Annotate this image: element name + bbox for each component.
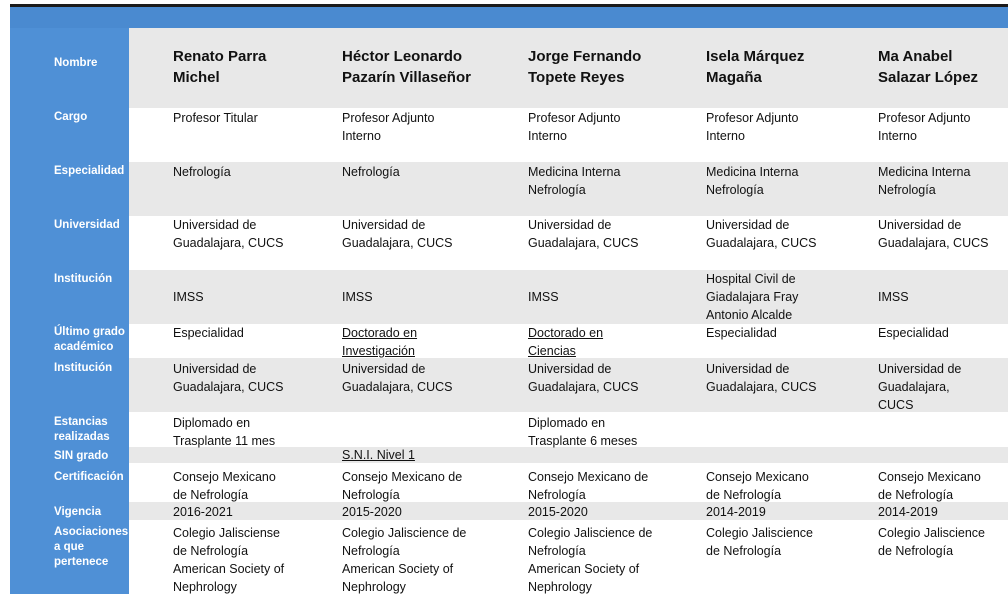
person-4-asociaciones: Colegio Jaliscience de Nefrología — [706, 526, 814, 558]
person-2-vigencia: 2015-2020 — [342, 505, 402, 519]
person-3-institucion: IMSS — [528, 290, 559, 304]
person-2-institucion-grado: Universidad de Guadalajara, CUCS — [342, 362, 453, 394]
label-vigencia: Vigencia — [54, 506, 102, 518]
person-1-nombre: Renato Parra Michel — [173, 48, 267, 86]
person-4-ultimo-grado: Especialidad — [706, 326, 777, 340]
person-3-nombre: Jorge Fernando Topete Reyes — [528, 48, 642, 86]
person-5-especialidad: Medicina Interna Nefrología — [878, 165, 971, 197]
person-1-especialidad: Nefrología — [173, 165, 231, 179]
person-2-sni: S.N.I. Nivel 1 — [342, 448, 415, 462]
person-4-institucion: Hospital Civil de Giadalajara Fray Antonio Alcalde — [706, 272, 799, 322]
person-2-especialidad: Nefrología — [342, 165, 400, 179]
person-1-estancias: Diplomado en Trasplante 11 mes — [173, 416, 276, 448]
label-institucion: Institución — [54, 273, 113, 285]
faculty-table — [129, 28, 1008, 594]
person-1-cargo: Profesor Titular — [173, 111, 258, 125]
person-1-institucion-grado: Universidad de Guadalajara, CUCS — [173, 362, 284, 394]
person-1-ultimo-grado: Especialidad — [173, 326, 244, 340]
person-4-cargo: Profesor Adjunto Interno — [706, 111, 799, 143]
person-5-universidad: Universidad de Guadalajara, CUCS — [878, 218, 989, 250]
person-2-nombre: Héctor Leonardo Pazarín Villaseñor — [342, 48, 471, 86]
person-5-cargo: Profesor Adjunto Interno — [878, 111, 971, 143]
person-5-certificacion: Consejo Mexicano de Nefrología — [878, 470, 981, 502]
label-sin-grado: SIN grado — [54, 450, 109, 462]
person-4-especialidad: Medicina Interna Nefrología — [706, 165, 799, 197]
person-2-asociaciones: Colegio Jaliscience de Nefrología American Society of Nephrology — [342, 526, 467, 594]
top-header-bar — [10, 4, 1008, 28]
person-5-asociaciones: Colegio Jaliscience de Nefrología — [878, 526, 986, 558]
person-5-vigencia: 2014-2019 — [878, 505, 938, 519]
person-4-universidad: Universidad de Guadalajara, CUCS — [706, 218, 817, 250]
label-institucion-grado: Institución — [54, 362, 113, 374]
person-4-vigencia: 2014-2019 — [706, 505, 766, 519]
person-2-ultimo-grado: Doctorado en Investigación — [342, 326, 418, 358]
person-3-ultimo-grado: Doctorado en Ciencias — [528, 326, 604, 358]
person-1-institucion: IMSS — [173, 290, 204, 304]
person-4-institucion-grado: Universidad de Guadalajara, CUCS — [706, 362, 817, 394]
label-nombre: Nombre — [54, 57, 98, 69]
label-certificacion: Certificación — [54, 471, 124, 483]
label-ultimo-grado: Último grado académico — [54, 326, 125, 353]
label-cargo: Cargo — [54, 111, 88, 123]
person-2-certificacion: Consejo Mexicano de Nefrología — [342, 470, 463, 502]
person-4-certificacion: Consejo Mexicano de Nefrología — [706, 470, 809, 502]
person-2-universidad: Universidad de Guadalajara, CUCS — [342, 218, 453, 250]
label-especialidad: Especialidad — [54, 165, 125, 177]
person-2-institucion: IMSS — [342, 290, 373, 304]
person-3-estancias: Diplomado en Trasplante 6 meses — [528, 416, 638, 448]
row-label-sidebar — [10, 28, 129, 594]
person-3-especialidad: Medicina Interna Nefrología — [528, 165, 621, 197]
label-estancias: Estancias realizadas — [54, 416, 110, 443]
person-5-institucion-grado: Universidad de Guadalajara, CUCS — [878, 362, 962, 412]
person-3-universidad: Universidad de Guadalajara, CUCS — [528, 218, 639, 250]
person-1-universidad: Universidad de Guadalajara, CUCS — [173, 218, 284, 250]
person-3-certificacion: Consejo Mexicano de Nefrología — [528, 470, 649, 502]
person-5-nombre: Ma Anabel Salazar López — [878, 48, 979, 86]
person-5-ultimo-grado: Especialidad — [878, 326, 949, 340]
person-3-asociaciones: Colegio Jaliscience de Nefrología American Society of Nephrology — [528, 526, 653, 594]
person-3-cargo: Profesor Adjunto Interno — [528, 111, 621, 143]
person-1-vigencia: 2016-2021 — [173, 505, 233, 519]
person-3-vigencia: 2015-2020 — [528, 505, 588, 519]
person-1-certificacion: Consejo Mexicano de Nefrología — [173, 470, 276, 502]
label-asociaciones: Asociaciones a que pertenece — [54, 526, 129, 568]
person-3-institucion-grado: Universidad de Guadalajara, CUCS — [528, 362, 639, 394]
person-5-institucion: IMSS — [878, 290, 909, 304]
label-universidad: Universidad — [54, 219, 120, 231]
person-1-asociaciones: Colegio Jalisciense de Nefrología American Society of Nephrology — [173, 526, 285, 594]
person-2-cargo: Profesor Adjunto Interno — [342, 111, 435, 143]
row-institucion — [129, 270, 1008, 324]
person-4-nombre: Isela Márquez Magaña — [706, 48, 805, 86]
